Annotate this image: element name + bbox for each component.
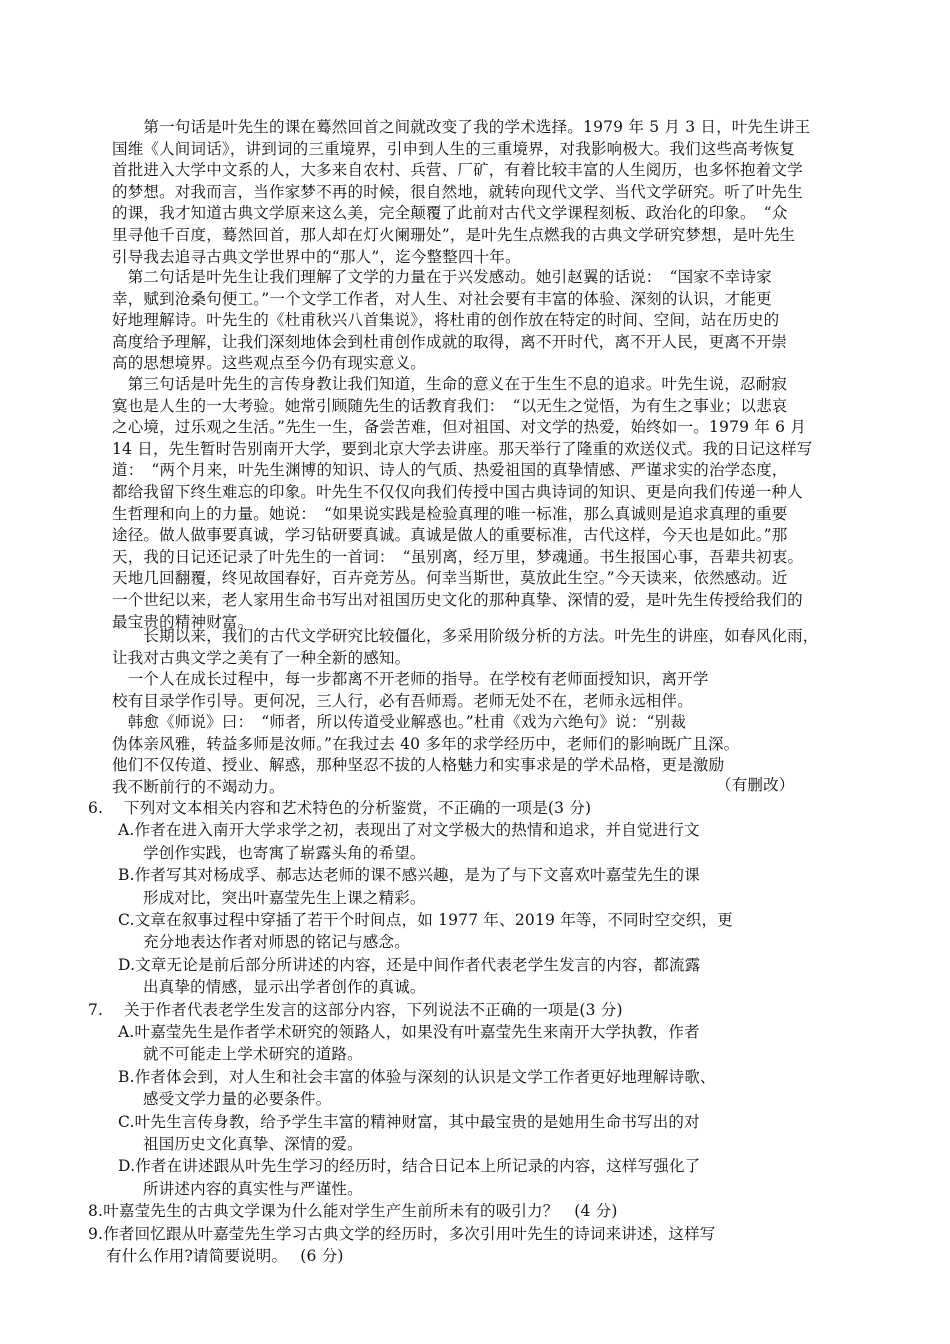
question-7-option-cont: 所讲述内容的真实性与严谨性。 [143,1179,363,1198]
question-9-cont: 有什么作用?请简要说明。 (6 分) [106,1247,344,1265]
passage-p1-line: 第一句话是叶先生的课在蓦然回首之间就改变了我的学术选择。1979 年 5 月 3 日，叶先生讲王 [112,118,811,136]
passage-p2-line: 好地理解诗。叶先生的《杜甫秋兴八首集说》，将杜甫的创作放在特定的时间、空间，站在历史的 [112,311,780,330]
source-note: （有删改） [716,776,795,794]
passage-p3-line: 之心境，过乐观之生活。”先生一生，备尝苦难，但对祖国、对文学的热爱，始终如一。1979 年 6 月 [112,418,807,437]
passage-p2-line: 第二句话是叶先生让我们理解了文学的力量在于兴发感动。她引赵翼的话说： “国家不幸诗家 [112,268,772,286]
passage-p3-line: 第三句话是叶先生的言传身教让我们知道，生命的意义在于生生不息的追求。叶先生说，忍耐寂 [112,375,788,393]
passage-p3-line: 寞也是人生的一大考验。她常引顾随先生的话教育我们： “以无生之觉悟，为有生之事业；以悲哀 [112,396,788,415]
passage-p3-line: 生哲理和向上的力量。她说： “如果说实践是检验真理的唯一标准，那么真诚则是追求真理的重要 [112,504,788,523]
passage-p6-line: 韩愈《师说》曰： “师者，所以传道受业解惑也。”杜甫《戏为六绝句》说：“别裁 [112,713,687,731]
passage-p3-line: 途径。做人做事要真诚，学习钻研要真诚。真诚是做人的重要标准，古代这样，今天也是如此。”那 [112,526,788,545]
passage-p3-line: 14 日，先生暂时告别南开大学，要到北京大学去讲座。那天举行了隆重的欢送仪式。我的日记这样写 [112,439,813,458]
question-6-option: D.文章无论是前后部分所讲述的内容，还是中间作者代表老学生发言的内容，都流露 [118,955,701,974]
passage-p1-line: 引导我去追寻古典文学世界中的“那人”，迄今整整四十年。 [112,247,521,266]
passage-p1-line: 的梦想。对我而言，当作家梦不再的时候，很自然地，就转向现代文学、当代文学研究。听了叶先生 [112,182,803,201]
question-7-option: A.叶嘉莹先生是作者学术研究的领路人，如果没有叶嘉莹先生来南开大学执教，作者 [118,1023,700,1041]
passage-p3-line: 天，我的日记还记录了叶先生的一首词： “虽别离，经万里，梦魂通。书生报国心事，吾辈共初衷。 [112,547,804,566]
passage-p4-line: 让我对古典文学之美有了一种全新的感知。 [112,648,411,667]
question-6-option: A.作者在进入南开大学求学之初，表现出了对文学极大的热情和追求，并自觉进行文 [118,821,700,840]
question-7-option: C.叶先生言传身教，给予学生丰富的精神财富，其中最宝贵的是她用生命书写出的对 [118,1112,700,1131]
passage-p1-line: 国维《人间词话》，讲到词的三重境界，引申到人生的三重境界，对我影响极大。我们这些高考恢复 [112,139,796,158]
question-6-option-cont: 充分地表达作者对师恩的铭记与感念。 [143,933,410,952]
question-7-option: D.作者在讲述跟从叶先生学习的经历时，结合日记本上所记录的内容，这样写强化了 [118,1157,701,1176]
question-7-option: B.作者体会到，对人生和社会丰富的体验与深刻的认识是文学工作者更好地理解诗歌、 [118,1067,716,1086]
question-6-option-cont: 学创作实践，也寄寓了崭露头角的希望。 [143,843,426,862]
passage-p1-line: 的课，我才知道古典文学原来这么美，完全颠覆了此前对古代文学课程刻板、政治化的印象。 “众 [112,204,788,223]
passage-p2-line: 幸，赋到沧桑句便工。”一个文学工作者，对人生、对社会要有丰富的体验、深刻的认识，才能更 [112,289,772,308]
question-6-option: C.文章在叙事过程中穿插了若干个时间点，如 1977 年、2019 年等，不同时空交织，更 [118,911,733,929]
question-6-option-cont: 形成对比，突出叶嘉莹先生上课之精彩。 [143,888,426,907]
question-9: 9.作者回忆跟从叶嘉莹先生学习古典文学的经历时，多次引用叶先生的诗词来讲述，这样写 [88,1224,716,1243]
passage-p4-line: 长期以来，我们的古代文学研究比较僵化，多采用阶级分析的方法。叶先生的讲座，如春风化雨， [112,627,819,645]
question-7-option-cont: 就不可能走上学术研究的道路。 [143,1045,363,1064]
question-6-option-cont: 出真挚的情感，显示出学者创作的真诚。 [143,978,426,997]
question-7-stem: 7. 关于作者代表老学生发言的这部分内容，下列说法不正确的一项是(3 分) [88,1000,623,1019]
passage-p3-line: 一个世纪以来，老人家用生命书写出对祖国历史文化的那种真挚、深情的爱，是叶先生传授给我们的 [112,591,803,609]
passage-p6-line: 他们不仅传道、授业、解惑，那种坚忍不拔的人格魅力和实事求是的学术品格，更是激励 [112,756,725,775]
question-8: 8.叶嘉莹先生的古典文学课为什么能对学生产生前所未有的吸引力？ (4 分) [88,1202,618,1221]
passage-p5-line: 校有目录学作引导。更何况，三人行，必有吾师焉。老师无处不在，老师永远相伴。 [112,691,693,710]
question-7-option-cont: 祖国历史文化真挚、深情的爱。 [143,1135,363,1153]
question-6-stem: 6. 下列对文本相关内容和艺术特色的分析鉴赏，不正确的一项是(3 分) [88,799,592,817]
passage-p2-line: 高度给予理解，让我们深刻地体会到杜甫创作成就的取得，离不开时代，离不开人民，更离不开崇 [112,332,788,351]
passage-p6-line: 伪体亲风雅，转益多师是汝师。”在我过去 40 多年的求学经历中，老师们的影响既广且深。 [112,734,740,753]
question-7-option-cont: 感受文学力量的必要条件。 [143,1090,332,1109]
passage-p3-line: 最宝贵的精神财富。 [112,612,254,631]
question-6-option: B.作者写其对杨成孚、郝志达老师的课不感兴趣，是为了与下文喜欢叶嘉莹先生的课 [118,866,700,885]
passage-p3-line: 都给我留下终生难忘的印象。叶先生不仅仅向我们传授中国古典诗词的知识、更是向我们传递一种人 [112,483,803,501]
passage-p5-line: 一个人在成长过程中，每一步都离不开老师的指导。在学校有老师面授知识，离开学 [112,670,709,688]
passage-p1-line: 首批进入大学中文系的人，大多来自农村、兵营、厂矿，有着比较丰富的人生阅历，也多怀抱着文学 [112,161,803,180]
passage-p3-line: 天地几回翻覆，终见故国春好，百卉竞芳丛。何幸当斯世，莫放此生空。”今天读来，依然感动。近 [112,569,788,588]
passage-p2-line: 高的思想境界。这些观点至今仍有现实意义。 [112,354,427,373]
passage-p1-line: 里寻他千百度，蓦然回首，那人却在灯火阑珊处”，是叶先生点燃我的古典文学研究梦想，是叶先生 [112,226,796,244]
passage-p3-line: 道： “两个月来，叶先生渊博的知识、诗人的气质、热爱祖国的真挚情感、严谨求实的治学态度， [112,461,788,480]
passage-p6-line: 我不断前行的不竭动力。 [112,777,285,796]
